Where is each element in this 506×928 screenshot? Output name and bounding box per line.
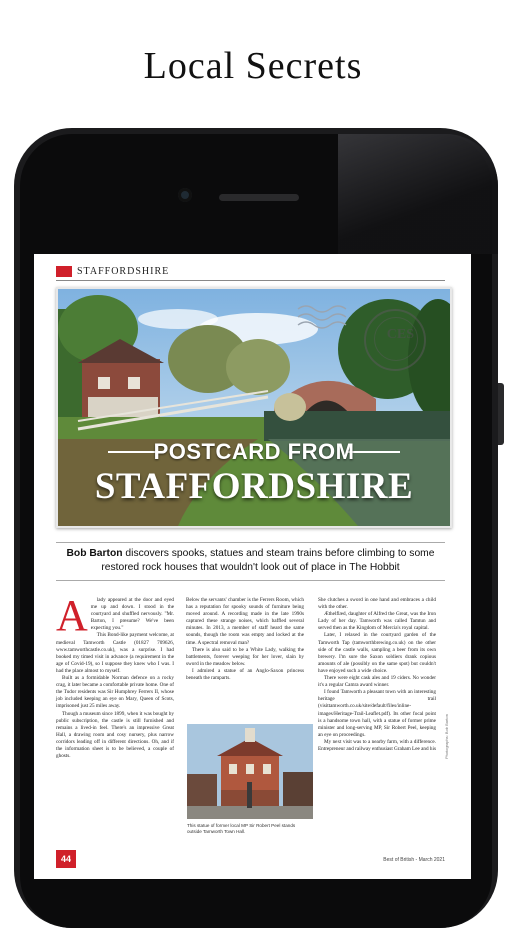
- drop-cap: A: [56, 591, 88, 640]
- paragraph: I found Tamworth a pleasant town with an interesting heritage trail (visittamworth.co.uk/site/default/files/inline-images/Heritage-Trail-Leaflet.pdf). Its other focal point is a handsome town hall, with a statue of former prime minister and long-serving MP, Sir Robert Peel, keeping an eye on proceedings.: [318, 689, 436, 738]
- front-camera-icon: [178, 188, 192, 202]
- town-hall-photo: [187, 724, 313, 819]
- hero-photo: [56, 287, 452, 528]
- hero-subtitle: POSTCARD FROM: [153, 439, 355, 464]
- paragraph: Below the servants' chamber is the Ferrers Room, which has a reputation for spooky sounds of furniture being moved around. A recording made in the late 1990s captured these strange noises, which baffled several minutes. In 2013, a member of staff heard the same sounds, though the room was empty and locked at the time. A spectral removal man?: [186, 597, 304, 646]
- section-header: [56, 264, 169, 278]
- section-rule: [56, 280, 445, 281]
- paragraph: Built as a formidable Norman defence on a rocky crag, it later became a comfortable private home. One of the Tudor residents was Sir Humphrey Ferrers II, whose job included keeping an eye on Mary, Queen of Scots, imprisoned just 25 miles away.: [56, 675, 174, 710]
- standfirst-author: Bob Barton: [66, 548, 123, 559]
- standfirst-rule-top: [56, 542, 445, 543]
- standfirst-text: discovers spooks, statues and steam trains before climbing to some restored rock houses that wouldn't look out of place in The Hobbit: [101, 548, 435, 573]
- paragraph: She clutches a sword in one hand and embraces a child with the other.: [318, 597, 436, 611]
- postmark-text: CES: [386, 327, 414, 342]
- town-hall-scene: [187, 724, 313, 819]
- section-label: STAFFORDSHIRE: [77, 265, 170, 277]
- section-marker-icon: [56, 266, 72, 277]
- phone-glare: [338, 134, 498, 254]
- photo-credit: Photographs: Bob Barton: [444, 714, 449, 759]
- page-footer: Best of British - March 2021: [383, 857, 445, 863]
- paragraph: Æthelflæd, daughter of Alfred the Great, was the Iron Lady of her day. Tamworth was called Tamtun and served then as the Kingdom of Mercia's royal capital.: [318, 611, 436, 632]
- page-headline: Local Secrets: [143, 45, 363, 87]
- paragraph: I admired a statue of an Anglo-Saxon princess beneath the ramparts.: [186, 667, 304, 682]
- paragraph: Later, I relaxed in the courtyard garden of the Tamworth Tap (tamworthbrewing.co.uk) on the other side of the castle walls, sampling a beer from its own brewery. I'm sure the Saxon soldiers drank copious amounts of ale (possibly on the same spot) but couldn't have enjoyed such a wide choice.: [318, 632, 436, 674]
- page-number: 44: [56, 850, 76, 868]
- article-column-3: [318, 597, 436, 753]
- paragraph: My next visit was to a nearby farm, with a difference. Entrepreneur and railway enthusiast Graham Lee and his: [318, 738, 436, 752]
- hero-title: STAFFORDSHIRE: [94, 466, 414, 507]
- paragraph: lady appeared at the door and eyed me up and down. I stood in the courtyard and shuffled nervously. "Mr. Barton, I presume? We've been expecting you.": [90, 597, 174, 632]
- paragraph: There is also said to be a White Lady, walking the battlements, forever weeping for her lover, slain by sword in the meadow below.: [186, 646, 304, 667]
- standfirst: [56, 547, 445, 575]
- article-column-2: [186, 597, 304, 682]
- earpiece-speaker: [219, 194, 299, 201]
- paragraph: This Bond-like payment welcome, at medieval Tamworth Castle (01827 709626, www.tamworthcastle.co.uk), was a surprise. I had booked my timed visit in advance (a requirement in the age of Covid-19), so I suppose they knew who I was. I had the place almost to myself.: [56, 632, 174, 674]
- standfirst-rule-bottom: [56, 580, 445, 581]
- paragraph: Though a museum since 1899, when it was bought by public subscription, the castle is still furnished and remains a lived-in feel. There's an impressive Great Hall, a drawing room and cosy nursery, plus narrow corridors leading off in different directions. Oh, and if the information sheet is to be believed, a couple of ghosts.: [56, 710, 174, 760]
- side-button: [498, 383, 504, 445]
- photo-caption: This statue of former local MP Sir Robert Peel stands outside Tamworth Town Hall.: [187, 823, 296, 834]
- phone-screen: [34, 254, 471, 879]
- article-column-1: [56, 591, 174, 760]
- paragraph: There were eight cask ales and 19 ciders. No wonder it's a regular Camra award winner.: [318, 675, 436, 689]
